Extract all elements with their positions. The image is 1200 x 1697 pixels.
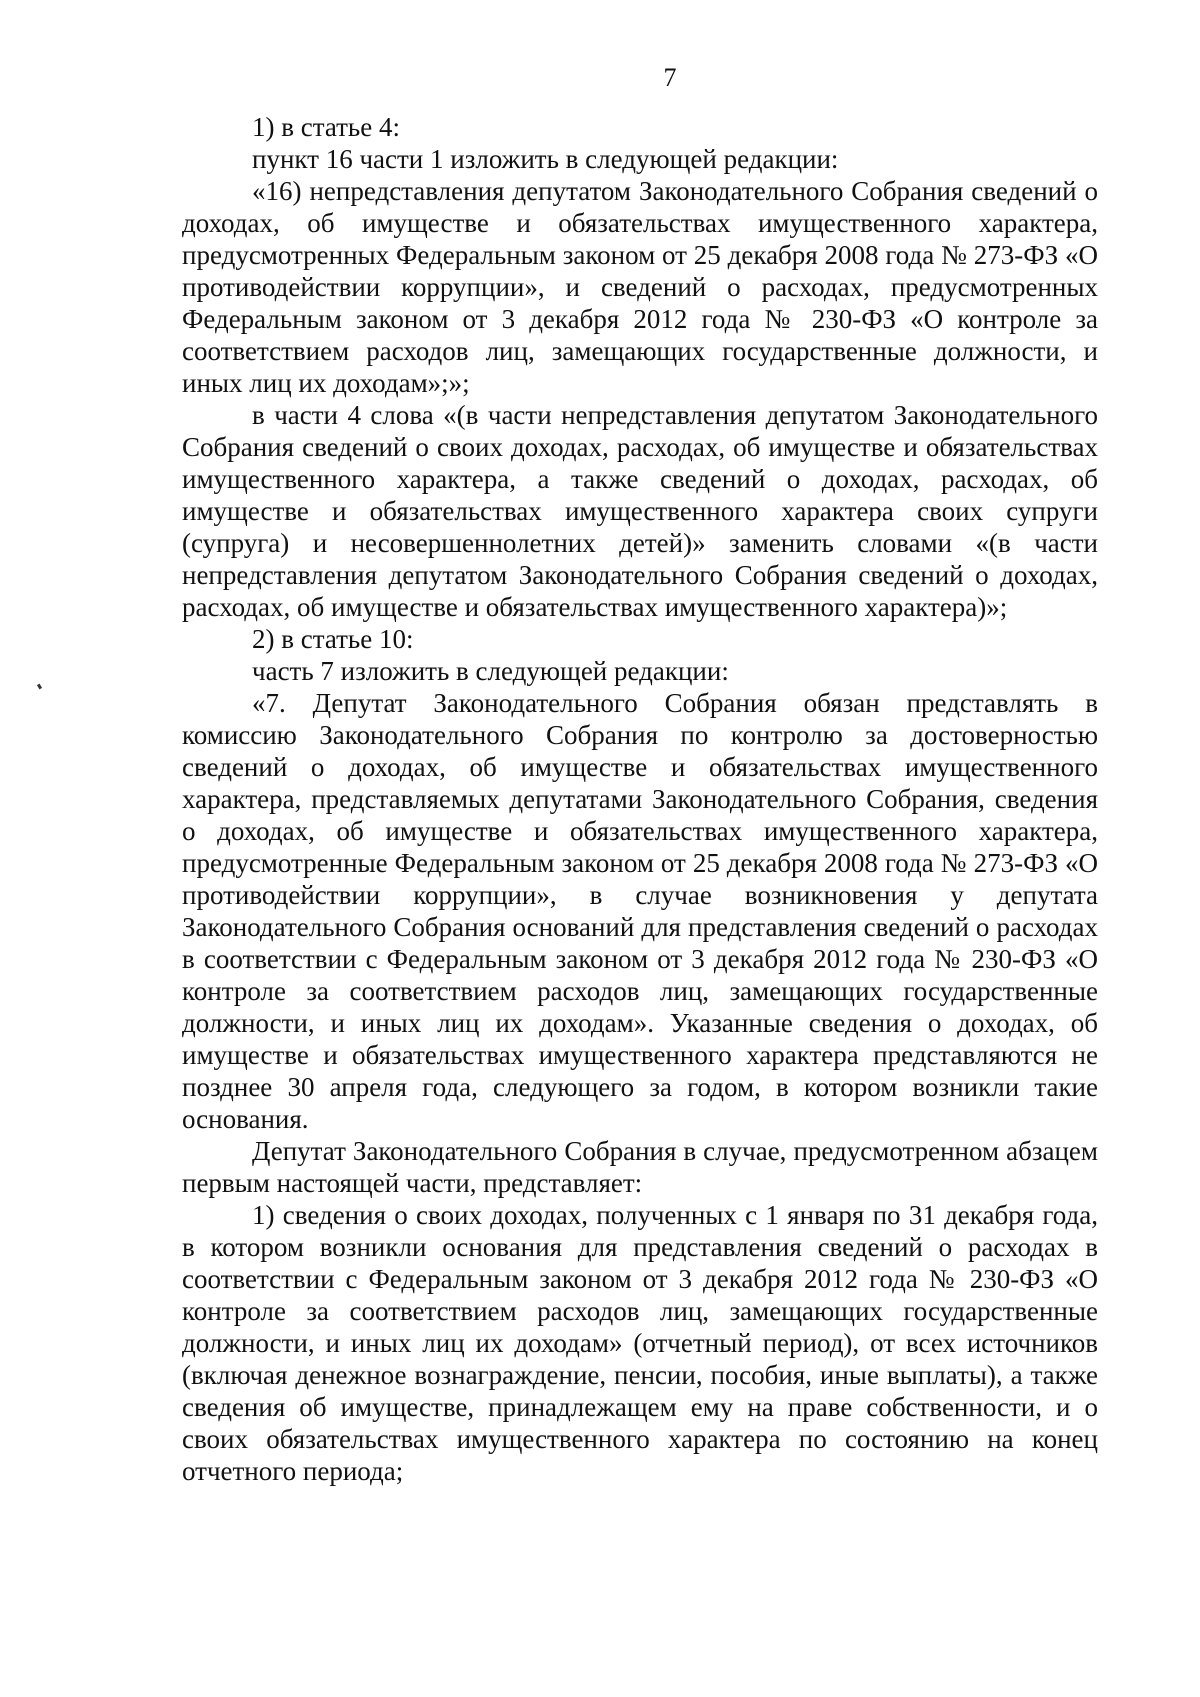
scan-speck bbox=[37, 684, 42, 690]
paragraph: 2) в статье 10: bbox=[252, 624, 414, 654]
document-body bbox=[182, 111, 1098, 1487]
paragraph: Депутат Законодательного Собрания в случае, предусмотренном абзацем первым настоящей части, представляет: bbox=[182, 1136, 1098, 1198]
paragraph: «16) непредставления депутатом Законодательного Собрания сведений о доходах, об имуществе и обязательствах имущественного характера, предусмотренных Федеральным законом от 25 декабря 2008 года № 273-ФЗ «О противодействии коррупции», и сведений о расходах, предусмотренных Федеральным законом от 3 декабря 2012 года № 230-ФЗ «О контроле за соответствием расходов лиц, замещающих государственные должности, и иных лиц их доходам»;»; bbox=[182, 176, 1098, 398]
paragraph: часть 7 изложить в следующей редакции: bbox=[252, 656, 729, 686]
paragraph: в части 4 слова «(в части непредставления депутатом Законодательного Собрания сведений о своих доходах, расходах, об имуществе и обязательствах имущественного характера, а также сведений о доходах, расходах, об имуществе и обязательствах имущественного характера своих супруги (супруга) и несовершеннолетних детей)» заменить словами «(в части непредставления депутатом Законодательного Собрания сведений о доходах, расходах, об имуществе и обязательствах имущественного характера)»; bbox=[182, 400, 1098, 622]
paragraph: «7. Депутат Законодательного Собрания обязан представлять в комиссию Законодательного Собрания по контролю за достоверностью сведений о доходах, об имуществе и обязательствах имущественного характера, представляемых депутатами Законодательного Собрания, сведения о доходах, об имуществе и обязательствах имущественного характера, предусмотренные Федеральным законом от 25 декабря 2008 года № 273-ФЗ «О противодействии коррупции», в случае возникновения у депутата Законодательного Собрания оснований для представления сведений о расходах в соответствии с Федеральным законом от 3 декабря 2012 года № 230-ФЗ «О контроле за соответствием расходов лиц, замещающих государственные должности, и иных лиц их доходам». Указанные сведения о доходах, об имуществе и обязательствах имущественного характера представляются не позднее 30 апреля года, следующего за годом, в котором возникли такие основания. bbox=[182, 688, 1098, 1134]
paragraph: 1) в статье 4: bbox=[252, 112, 400, 142]
paragraph: 1) сведения о своих доходах, полученных с 1 января по 31 декабря года, в котором возникли основания для представления сведений о расходах в соответствии с Федеральным законом от 3 декабря 2012 года № 230-ФЗ «О контроле за соответствием расходов лиц, замещающих государственные должности, и иных лиц их доходам» (отчетный период), от всех источников (включая денежное вознаграждение, пенсии, пособия, иные выплаты), а также сведения об имуществе, принадлежащем ему на праве собственности, и о своих обязательствах имущественного характера по состоянию на конец отчетного периода; bbox=[182, 1200, 1098, 1486]
page-number: 7 bbox=[663, 63, 677, 92]
paragraph: пункт 16 части 1 изложить в следующей редакции: bbox=[252, 144, 839, 174]
